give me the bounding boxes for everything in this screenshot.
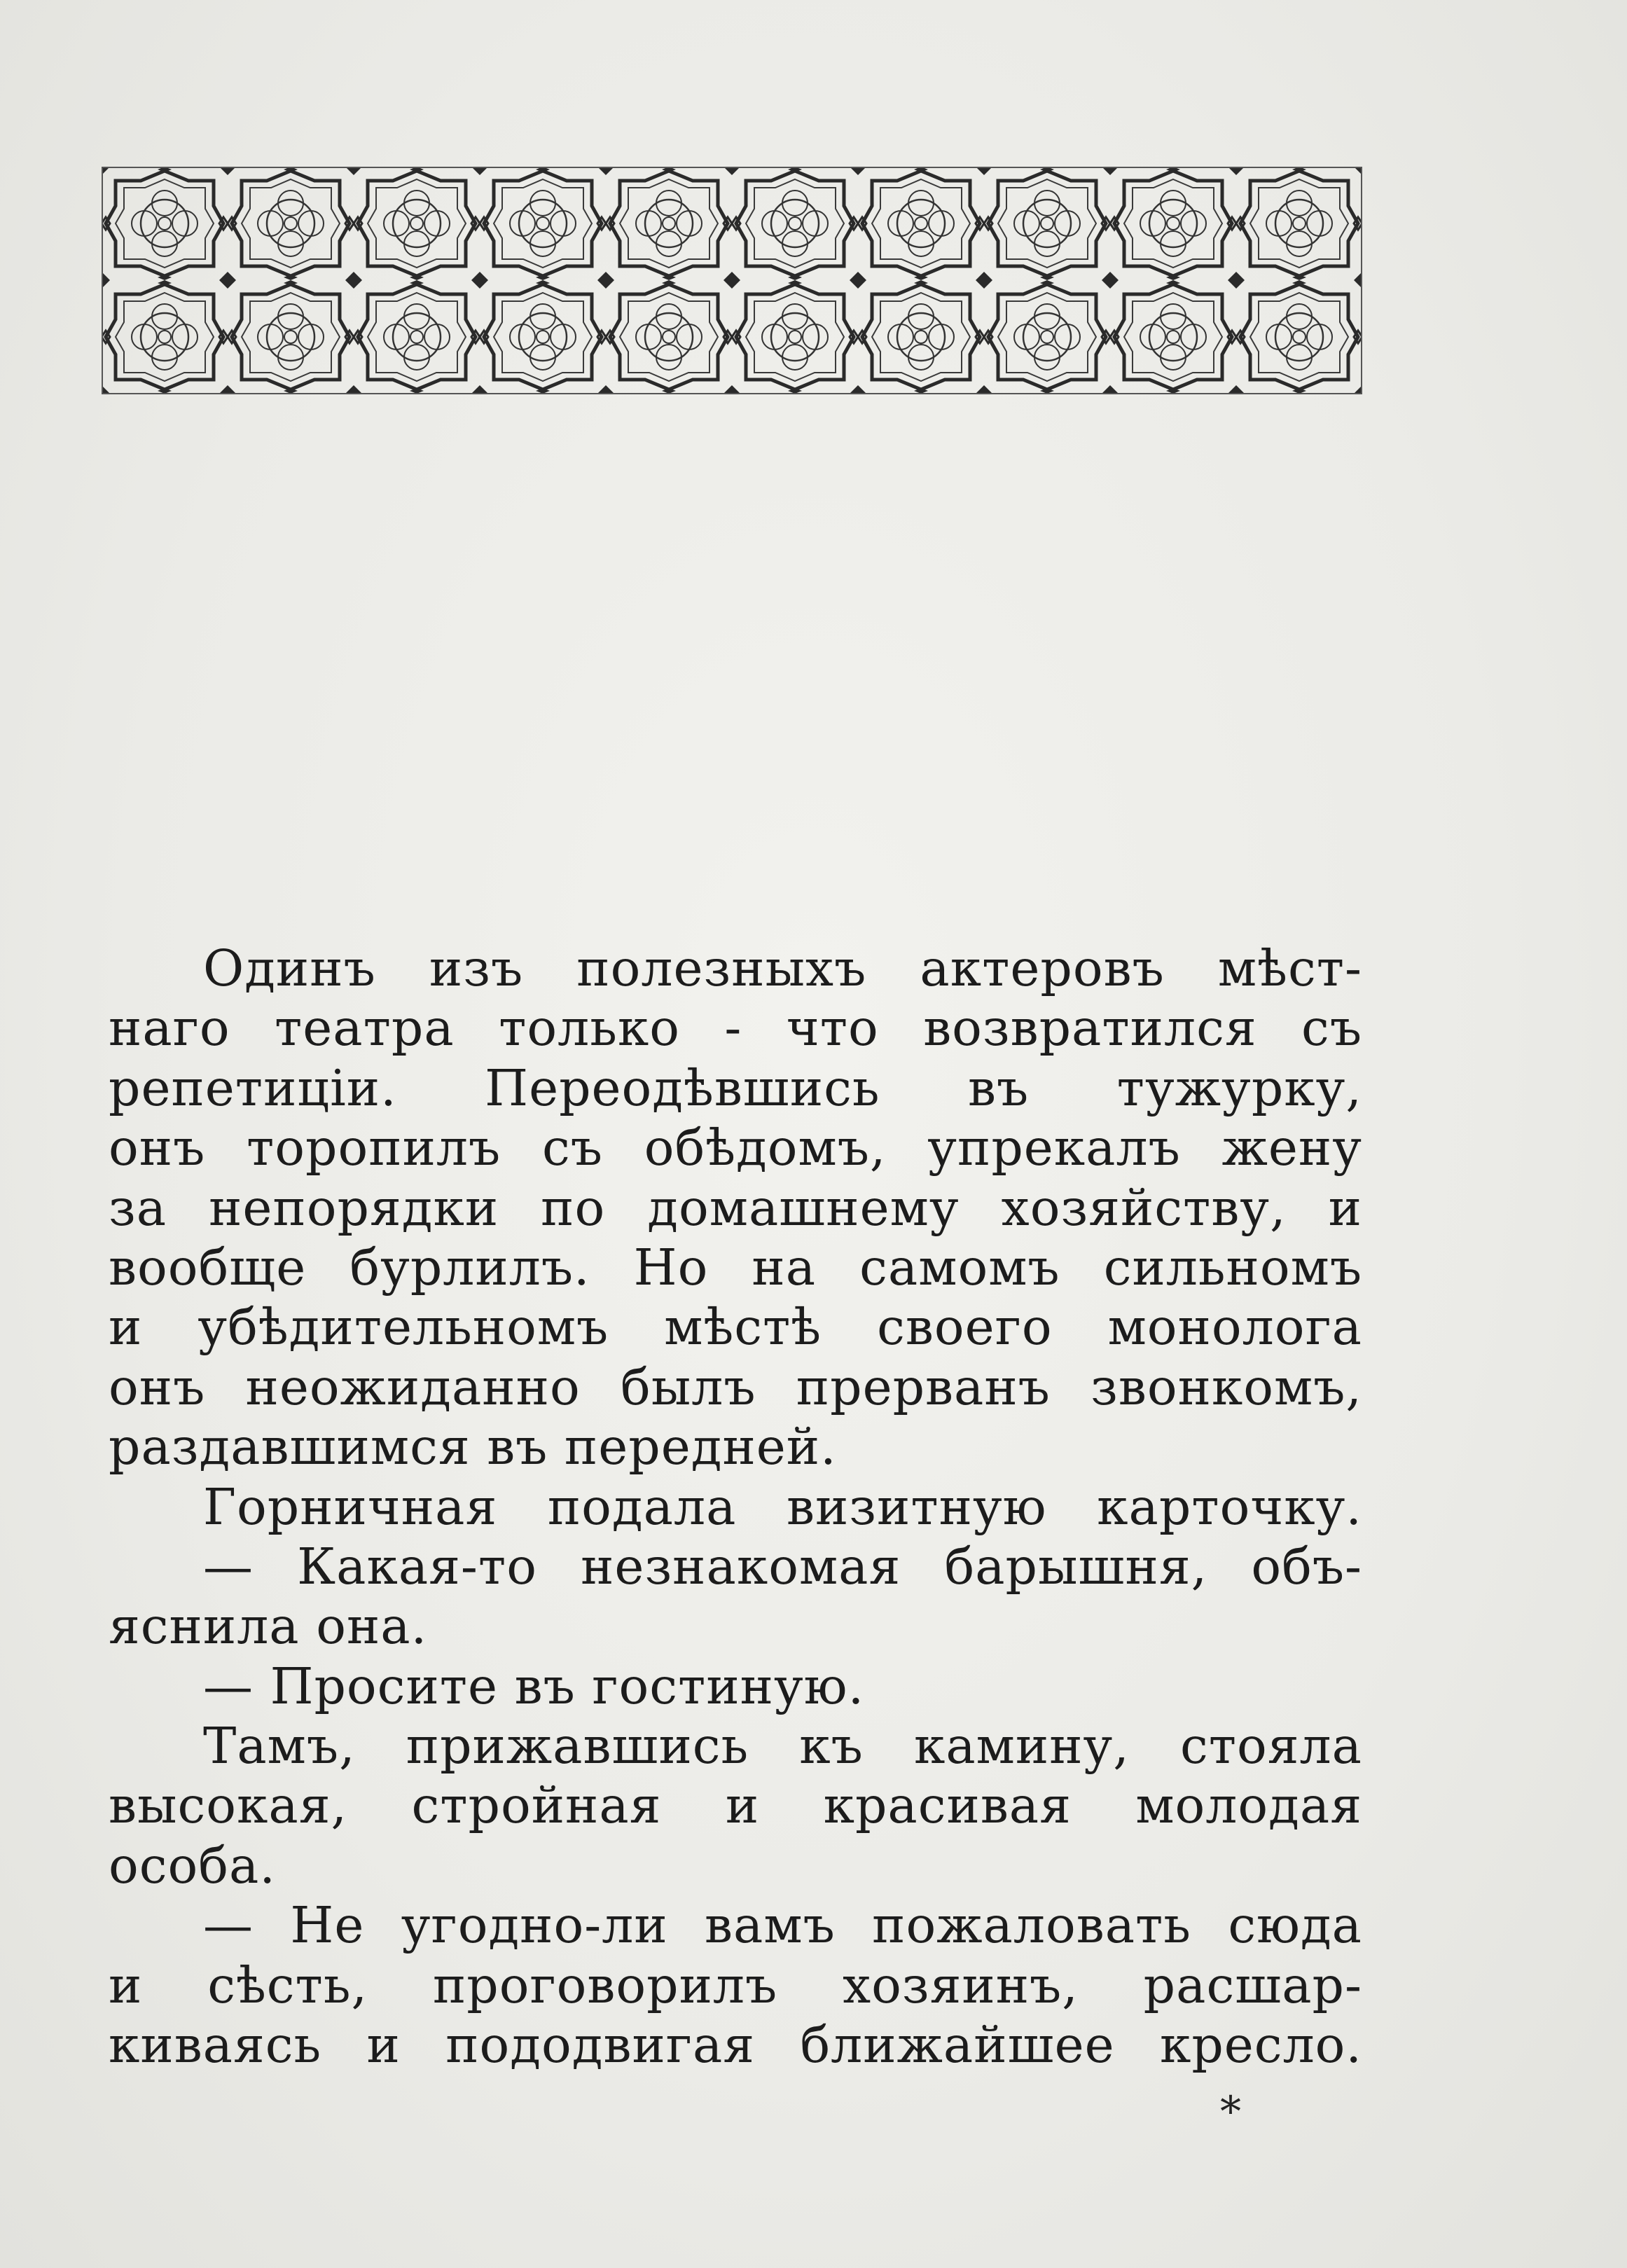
text-line: и сѣсть, проговорилъ хозяинъ, расшар- [109, 1956, 1362, 2014]
text-line: Тамъ, прижавшись къ камину, стояла [203, 1717, 1362, 1776]
text-line: — Просите въ гостиную. [203, 1657, 865, 1715]
text-line: особа. [109, 1836, 276, 1895]
text-line: онъ торопилъ съ обѣдомъ, упрекалъ жену [109, 1119, 1362, 1177]
body-text [109, 939, 1362, 2075]
text-line: за непорядки по домашнему хозяйству, и [109, 1178, 1362, 1237]
text-line: онъ неожиданно былъ прерванъ звонкомъ, [109, 1357, 1362, 1416]
signature-mark: * [1220, 2087, 1241, 2136]
text-line: наго театра только - что возвратился съ [109, 999, 1362, 1058]
text-line: — Не угодно-ли вамъ пожаловать сюда [203, 1896, 1362, 1955]
text-line: высокая, стройная и красивая молодая [109, 1776, 1362, 1835]
text-line: Одинъ изъ полезныхъ актеровъ мѣст- [203, 939, 1362, 997]
text-line: Горничная подала визитную карточку. [203, 1477, 1362, 1536]
text-line: вообще бурлилъ. Но на самомъ сильномъ [109, 1238, 1362, 1297]
text-line: раздавшимся въ передней. [109, 1418, 837, 1477]
text-line: яснила она. [109, 1597, 428, 1656]
text-line: репетиціи. Переодѣвшись въ тужурку, [109, 1058, 1362, 1117]
decorative-headpiece [102, 167, 1362, 394]
text-line: киваясь и пододвигая ближайшее кресло. [109, 2016, 1362, 2075]
text-line: и убѣдительномъ мѣстѣ своего монолога [109, 1298, 1362, 1357]
text-line: — Какая-то незнакомая барышня, объ- [203, 1537, 1362, 1596]
